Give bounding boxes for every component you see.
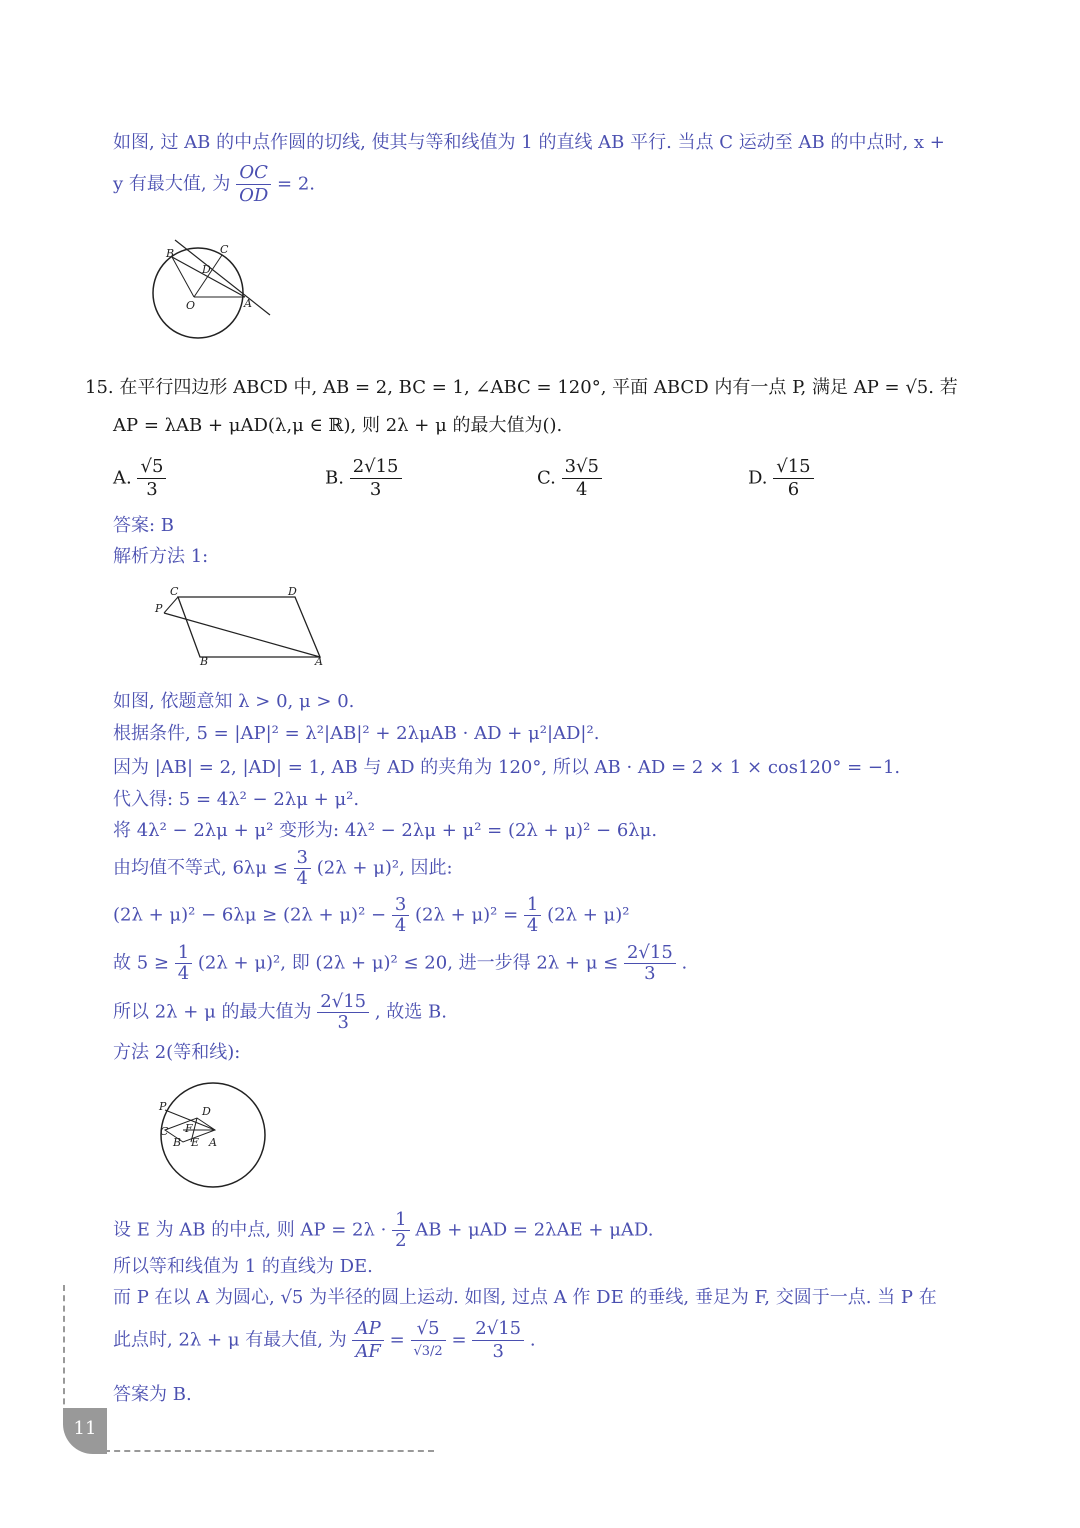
q14-line2-text: y 有最大值, 为 — [113, 173, 231, 195]
option-b-fraction — [350, 456, 402, 501]
m1-line-1: 如图, 依题意知 λ > 0, μ > 0. — [113, 691, 355, 712]
ineq-post: (2λ + μ)², 因此: — [316, 857, 453, 879]
m2-frac-num: 1 — [392, 1210, 409, 1231]
chain-frac2-num: 1 — [524, 895, 541, 916]
option-d-fraction — [773, 456, 813, 501]
m2-line1-pre: 设 E 为 AB 的中点, 则 AP = 2λ · — [113, 1219, 387, 1241]
m2-line1-post: AB + μAD = 2λAE + μAD. — [415, 1219, 654, 1241]
q14-fig-label-o: O — [186, 299, 196, 312]
m2-f3-num: 2√15 — [472, 1318, 524, 1341]
q15-stem-line2: AP = λAB + μAD(λ,μ ∈ ℝ), 则 2λ + μ 的最大值为(). — [113, 415, 563, 436]
so-post: . — [681, 952, 688, 974]
option-a-fraction — [137, 456, 166, 501]
m2-line4-pre: 此点时, 2λ + μ 有最大值, 为 — [113, 1329, 347, 1351]
fig2-label-a: A — [209, 1136, 217, 1149]
max-post: , 故选 B. — [374, 1001, 447, 1023]
option-d-num: √15 — [773, 456, 813, 479]
option-b-num: 2√15 — [350, 456, 402, 479]
m2-line-1 — [113, 1210, 653, 1251]
method2-title: 方法 2(等和线): — [113, 1042, 241, 1063]
ineq-pre: 由均值不等式, 6λμ ≤ — [113, 857, 288, 879]
method1-title: 解析方法 1: — [113, 546, 209, 567]
option-b[interactable] — [325, 456, 402, 501]
fig1-label-p: P — [155, 602, 163, 615]
fig1-label-a: A — [315, 655, 323, 668]
m2-line-3: 而 P 在以 A 为圆心, √5 为半径的圆上运动. 如图, 过点 A 作 DE 的垂线, 垂足为 F, 交圆于一点. 当 P 在 — [113, 1287, 937, 1308]
m2-f2-num: √5 — [411, 1318, 446, 1341]
option-a-den: 3 — [146, 479, 158, 500]
m1-line-2: 根据条件, 5 = |AP|² = λ²|AB|² + 2λμAB · AD + μ²|AD|². — [113, 723, 600, 744]
ineq-frac-den: 4 — [296, 868, 308, 889]
page-number-badge: 11 — [63, 1408, 107, 1454]
parallelogram-figure — [150, 583, 335, 672]
option-d[interactable] — [748, 456, 814, 501]
m1-max-line — [113, 992, 447, 1033]
chain-frac1-den: 4 — [394, 915, 407, 936]
so-fraction-1 — [175, 943, 192, 984]
fig2-label-f: F — [185, 1122, 193, 1135]
fig1-label-d: D — [288, 585, 297, 598]
m2-eq1: = — [389, 1329, 405, 1351]
so-frac2-num: 2√15 — [624, 943, 676, 964]
so-frac2-den: 3 — [644, 963, 656, 984]
option-c-label: C. — [537, 467, 556, 489]
m2-f1-num: AP — [352, 1318, 384, 1341]
so-mid: (2λ + μ)², 即 (2λ + μ)² ≤ 20, 进一步得 2λ + μ ≤ — [197, 952, 619, 974]
final-answer: 答案为 B. — [113, 1384, 192, 1405]
m2-f3-den: 3 — [492, 1341, 504, 1362]
option-b-den: 3 — [369, 479, 382, 500]
m1-line-4: 代入得: 5 = 4λ² − 2λμ + μ². — [113, 789, 360, 810]
max-frac-num: 2√15 — [317, 992, 369, 1013]
m1-line-3: 因为 |AB| = 2, |AD| = 1, AB 与 AD 的夹角为 120°, 所以 AB · AD = 2 × 1 × cos120° = −1. — [113, 757, 901, 778]
q14-circle-figure — [150, 235, 280, 349]
m2-fraction — [392, 1210, 409, 1251]
ineq-fraction — [294, 848, 311, 889]
fig2-label-d: D — [202, 1105, 211, 1118]
m2-frac-ap-af — [352, 1318, 384, 1363]
option-a-num: √5 — [137, 456, 166, 479]
max-fraction — [317, 992, 369, 1033]
answer-line: 答案: B — [113, 515, 175, 536]
q14-frac-den: OD — [239, 185, 269, 206]
q14-fraction — [236, 162, 271, 207]
fig1-label-b: B — [200, 655, 209, 668]
fig2-label-b: B — [173, 1136, 182, 1149]
fig1-label-c: C — [170, 585, 179, 598]
so-frac-num: 1 — [175, 943, 192, 964]
chain-mid: (2λ + μ)² = — [415, 904, 519, 926]
method2-circle-figure — [155, 1080, 270, 1194]
option-c-num: 3√5 — [562, 456, 602, 479]
page-margin-dashed-line — [63, 1285, 65, 1425]
chain-post: (2λ + μ)² — [547, 904, 630, 926]
m2-end: . — [529, 1329, 536, 1351]
chain-fraction-2 — [524, 895, 541, 936]
m2-frac-root5 — [411, 1318, 446, 1363]
m2-line-4 — [113, 1318, 536, 1363]
ineq-frac-num: 3 — [294, 848, 311, 869]
option-c-den: 4 — [576, 479, 588, 500]
chain-frac1-num: 3 — [392, 895, 409, 916]
fig2-label-e: E — [191, 1136, 200, 1149]
m1-line-5: 将 4λ² − 2λμ + μ² 变形为: 4λ² − 2λμ + μ² = (2λ + μ)² − 6λμ. — [113, 820, 658, 841]
q14-line2-tail: = 2. — [277, 173, 315, 195]
m1-ineq-line — [113, 848, 453, 889]
so-pre: 故 5 ≥ — [113, 952, 169, 974]
q14-line1: 如图, 过 AB 的中点作圆的切线, 使其与等和线值为 1 的直线 AB 平行. 当点 C 运动至 AB 的中点时, x + — [113, 132, 945, 153]
max-pre: 所以 2λ + μ 的最大值为 — [113, 1001, 312, 1023]
q14-frac-num: OC — [236, 162, 271, 185]
q14-line2 — [113, 162, 315, 207]
chain-frac2-den: 4 — [526, 915, 539, 936]
m1-so-line — [113, 943, 687, 984]
chain-pre: (2λ + μ)² − 6λμ ≥ (2λ + μ)² − — [113, 904, 387, 926]
so-frac-den: 4 — [177, 963, 190, 984]
m2-line-2: 所以等和线值为 1 的直线为 DE. — [113, 1256, 373, 1277]
option-a-label: A. — [113, 467, 132, 489]
page-bottom-dashed-line — [104, 1450, 434, 1452]
m2-f2-den: √3/2 — [413, 1344, 443, 1359]
m2-eq2: = — [451, 1329, 467, 1351]
m2-f1-den: AF — [355, 1341, 381, 1362]
q14-fig-label-b: B — [166, 247, 175, 260]
fig2-label-p: P — [159, 1100, 167, 1113]
option-d-den: 6 — [787, 479, 800, 500]
m2-frac-result — [472, 1318, 524, 1363]
option-a[interactable] — [113, 456, 166, 501]
m1-chain-line — [113, 895, 629, 936]
so-fraction-2 — [624, 943, 676, 984]
option-c-fraction — [562, 456, 602, 501]
option-c[interactable] — [537, 456, 602, 501]
max-frac-den: 3 — [337, 1012, 349, 1033]
m2-frac-den: 2 — [395, 1230, 407, 1251]
q15-stem-line1: 15. 在平行四边形 ABCD 中, AB = 2, BC = 1, ∠ABC = 120°, 平面 ABCD 内有一点 P, 满足 AP = √5. 若 — [85, 377, 958, 398]
option-d-label: D. — [748, 467, 768, 489]
q14-fig-label-a: A — [244, 297, 252, 310]
fig2-label-c: C — [160, 1125, 169, 1138]
option-b-label: B. — [325, 467, 344, 489]
q14-fig-label-c: C — [220, 243, 229, 256]
q14-fig-label-d: D — [202, 263, 211, 276]
chain-fraction-1 — [392, 895, 409, 936]
